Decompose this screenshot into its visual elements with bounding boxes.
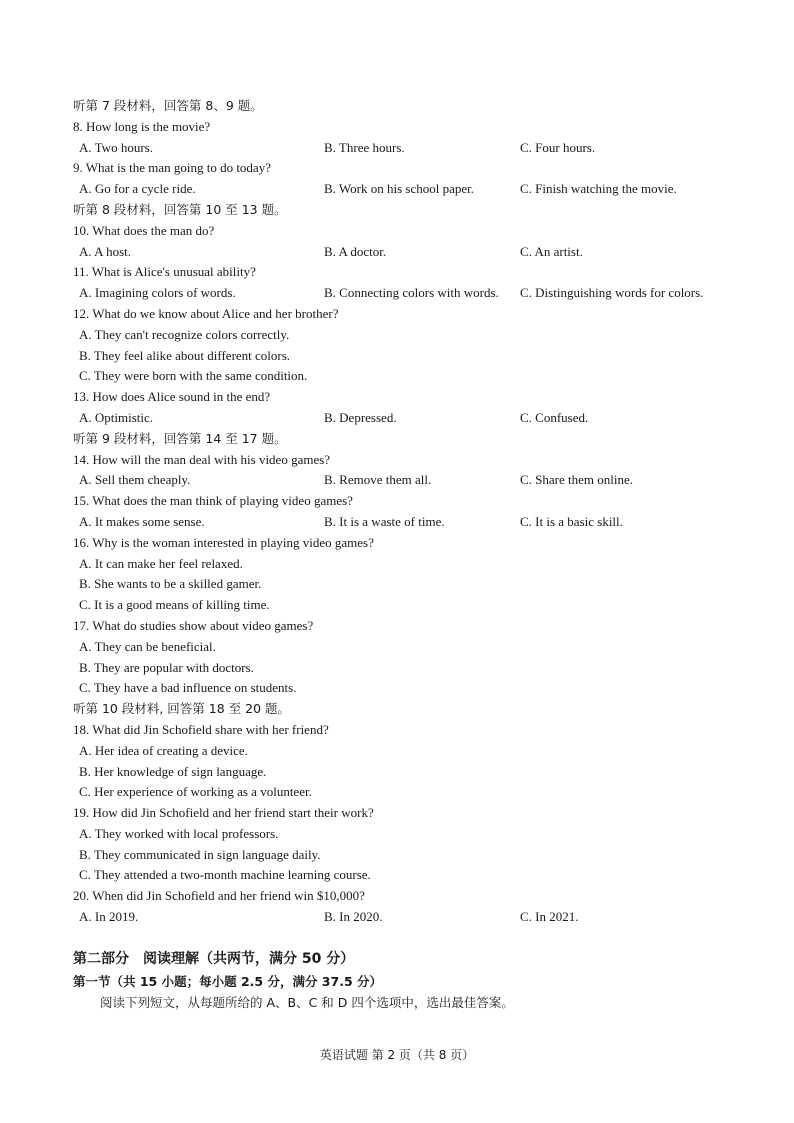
question-text: 10. What does the man do? [73,222,215,238]
option-a: A. Optimistic. [79,409,154,425]
option-b: B. Depressed. [324,409,397,425]
options-row [73,242,733,263]
question-text: 19. How did Jin Schofield and her friend start their work? [73,805,374,821]
option-c: C. Her experience of working as a volunteer. [79,784,312,800]
listening-content [73,96,733,928]
question-text: 13. How does Alice sound in the end? [73,389,271,405]
option-a: A. In 2019. [79,909,139,925]
subsection-heading: 第一节（共 15 小题；每小题 2.5 分，满分 37.5 分） [73,974,382,989]
option-b: B. Her knowledge of sign language. [79,763,267,779]
option-c: C. It is a basic skill. [520,513,623,529]
options-row [73,283,733,304]
option-c: C. They have a bad influence on students. [79,680,297,696]
option-a: A. Her idea of creating a device. [79,742,248,758]
option-a: A. Go for a cycle ride. [79,181,196,197]
option-b: B. Remove them all. [324,472,432,488]
question-text: 9. What is the man going to do today? [73,160,271,176]
options-row [73,512,733,533]
part-name: 阅读理解（共两节，满分 50 分） [143,951,355,967]
option-c: C. Distinguishing words for colors. [520,285,704,301]
question-text: 16. Why is the woman interested in playing video games? [73,534,374,550]
option-c: C. Share them online. [520,472,634,488]
option-a: A. A host. [79,243,132,259]
option-c: C. Confused. [520,409,589,425]
option-a: A. They can't recognize colors correctly. [79,326,290,342]
question-text: 8. How long is the movie? [73,118,211,134]
options-row [73,907,733,928]
question-text: 17. What do studies show about video games? [73,617,314,633]
option-c: C. They were born with the same condition. [79,368,308,384]
option-b: B. They communicated in sign language daily. [79,846,321,862]
option-a: A. They worked with local professors. [79,825,279,841]
question-text: 14. How will the man deal with his video games? [73,451,331,467]
option-b: B. Three hours. [324,139,405,155]
question-text: 11. What is Alice's unusual ability? [73,264,256,280]
option-a: A. Sell them cheaply. [79,472,191,488]
question-text: 15. What does the man think of playing video games? [73,493,353,509]
option-b: B. It is a waste of time. [324,513,445,529]
option-a: A. Imagining colors of words. [79,285,236,301]
options-row [73,408,733,429]
option-b: B. Connecting colors with words. [324,285,499,301]
option-a: A. Two hours. [79,139,153,155]
option-b: B. A doctor. [324,243,387,259]
option-b: B. They feel alike about different colors. [79,347,291,363]
section-heading: 听第 9 段材料，回答第 14 至 17 题。 [73,430,287,446]
option-a: A. It makes some sense. [79,513,205,529]
option-b: B. In 2020. [324,909,383,925]
part-number: 第二部分 [73,951,129,967]
option-b: B. She wants to be a skilled gamer. [79,576,262,592]
part-title [73,948,354,968]
option-a: A. They can be beneficial. [79,638,216,654]
section-heading: 听第 10 段材料, 回答第 18 至 20 题。 [73,701,291,717]
option-b: B. Work on his school paper. [324,181,475,197]
option-c: C. In 2021. [520,909,579,925]
question-text: 12. What do we know about Alice and her brother? [73,305,339,321]
option-c: C. It is a good means of killing time. [79,597,270,613]
question-text: 18. What did Jin Schofield share with her friend? [73,721,329,737]
option-c: C. Four hours. [520,139,596,155]
option-c: C. An artist. [520,243,583,259]
section-heading: 听第 7 段材料，回答第 8、9 题。 [73,98,263,113]
option-a: A. It can make her feel relaxed. [79,555,243,571]
instruction-text: 阅读下列短文，从每题所给的 A、B、C 和 D 四个选项中，选出最佳答案。 [100,995,514,1010]
options-row [73,470,733,491]
option-b: B. They are popular with doctors. [79,659,254,675]
options-row [73,179,733,200]
section-heading: 听第 8 段材料，回答第 10 至 13 题。 [73,201,287,217]
options-row [73,138,733,159]
option-c: C. They attended a two-month machine learning course. [79,867,371,883]
option-c: C. Finish watching the movie. [520,181,677,197]
page-footer: 英语试题 第 2 页（共 8 页） [319,1048,475,1062]
question-text: 20. When did Jin Schofield and her friend win $10,000? [73,888,365,904]
